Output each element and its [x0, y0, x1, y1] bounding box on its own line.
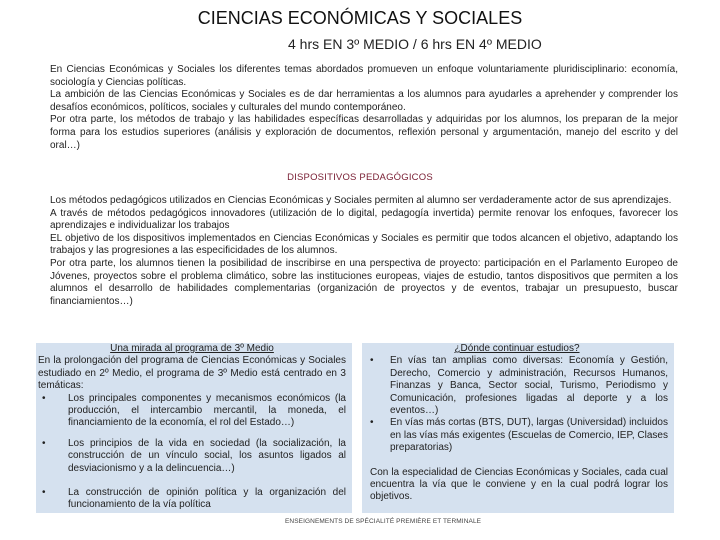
intro-text — [50, 64, 678, 152]
list-item — [38, 487, 346, 512]
pedagogy-paragraph: A través de métodos pedagógicos innovadores (utilización de lo digital, pedagogía invertida) permite renovar los enfoques, favorecer los aprendizajes e individualizar los trabajos — [50, 207, 678, 232]
topic-text: Los principios de la vida en sociedad (la socialización, la construcción de un vínculo social, los asuntos ligados al desviacionismo y a la delincuencia…) — [68, 437, 346, 474]
intro-paragraph: La ambición de las Ciencias Económicas y Sociales es de dar herramientas a los alumnos para ayudarles a aprehender y comprender los desafíos económicos, políticos, sociales y culturales del mundo contemporáneo. — [50, 89, 678, 113]
studies-box-heading: ¿Dónde continuar estudios? — [454, 343, 580, 354]
program-box-heading: Una mirada al programa de 3º Medio — [110, 343, 274, 354]
pedagogy-paragraph: Los métodos pedagógicos utilizados en Ciencias Económicas y Sociales permiten al alumno ser verdaderamente actor de sus aprendizajes. — [50, 195, 672, 206]
topic-text: La construcción de opinión política y la organización del funcionamiento de la vía política — [68, 487, 346, 511]
pedagogy-paragraph: Por otra parte, los alumnos tienen la posibilidad de inscribirse en una perspectiva de proyecto: participación en el Parlamento Europeo de Jóvenes, proyectos sobre el problema climático, sobre las instituciones europeas, viajes de estudio, tantos dispositivos que permiten a los alumnos el desarrollo de habilidades complementarias (organización de proyectos y de eventos, trabajar un presupuesto, buscar financiamientos…) — [50, 257, 678, 307]
studies-text: En vías tan amplias como diversas: Economía y Gestión, Derecho, Comercio y administración, Recursos Humanos, Finanzas y Banca, Sector social, Turismo, Periodismo y Comunicación, profesiones ligadas al deporte y a los eventos…) — [390, 355, 668, 417]
studies-text: En vías más cortas (BTS, DUT), largas (Universidad) incluidos en las vías más exigentes (Escuelas de Comercio, IEP, Clases preparatorias) — [390, 417, 668, 454]
list-item — [38, 393, 346, 430]
studies-list — [366, 355, 668, 454]
page-subtitle: 4 hrs EN 3º MEDIO / 6 hrs EN 4º MEDIO — [288, 36, 542, 52]
program-box — [36, 343, 352, 513]
pedagogy-text — [50, 195, 678, 308]
list-item — [366, 417, 668, 454]
list-item — [38, 438, 346, 475]
intro-paragraph: En Ciencias Económicas y Sociales los diferentes temas abordados promueven un enfoque voluntariamente pluridisciplinario: economía, sociología y Ciencias políticas. — [50, 64, 678, 88]
studies-closing: Con la especialidad de Ciencias Económicas y Sociales, cada cual encuentra la vía que le conviene y en la cual podrá lograr los objetivos. — [370, 466, 668, 503]
list-spacer — [38, 475, 346, 487]
bullet-icon: • — [370, 417, 374, 429]
bullet-icon: • — [370, 355, 374, 367]
intro-paragraph: Por otra parte, los métodos de trabajo y las habilidades específicas desarrolladas y adquiridas por los alumnos, los preparan de la mejor forma para los estudios superiores (análisis y exploración de documentos, reflexión personal y argumentación, manejo del escrito y del oral…) — [50, 114, 678, 151]
list-item — [366, 355, 668, 417]
program-box-intro: En la prolongación del programa de Ciencias Económicas y Sociales estudiado en 2º Medio, el programa de 3º Medio está centrado en 3 temáticas: — [38, 355, 346, 392]
program-topics-list — [38, 393, 346, 512]
box-spacer — [366, 455, 668, 467]
section-title-pedagogy: DISPOSITIVOS PEDAGÓGICOS — [287, 172, 433, 183]
list-spacer — [38, 430, 346, 438]
bullet-icon: • — [42, 487, 46, 499]
page-title: CIENCIAS ECONÓMICAS Y SOCIALES — [197, 8, 523, 28]
bullet-icon: • — [42, 437, 46, 449]
bullet-icon: • — [42, 392, 46, 404]
studies-box — [362, 343, 674, 513]
pedagogy-paragraph: EL objetivo de los dispositivos implementados en Ciencias Económicas y Sociales es permitir que todos alcancen el objetivo, adaptando los trabajos y las progresiones a las especificidades de los alumnos. — [50, 232, 678, 257]
footer-text: ENSEIGNEMENTS DE SPÉCIALITÉ PREMIÈRE ET TERMINALE — [285, 518, 482, 525]
topic-text: Los principales componentes y mecanismos económicos (la producción, el intercambio mercantil, la moneda, el financiamiento de la economía, el rol del Estado…) — [68, 392, 346, 429]
